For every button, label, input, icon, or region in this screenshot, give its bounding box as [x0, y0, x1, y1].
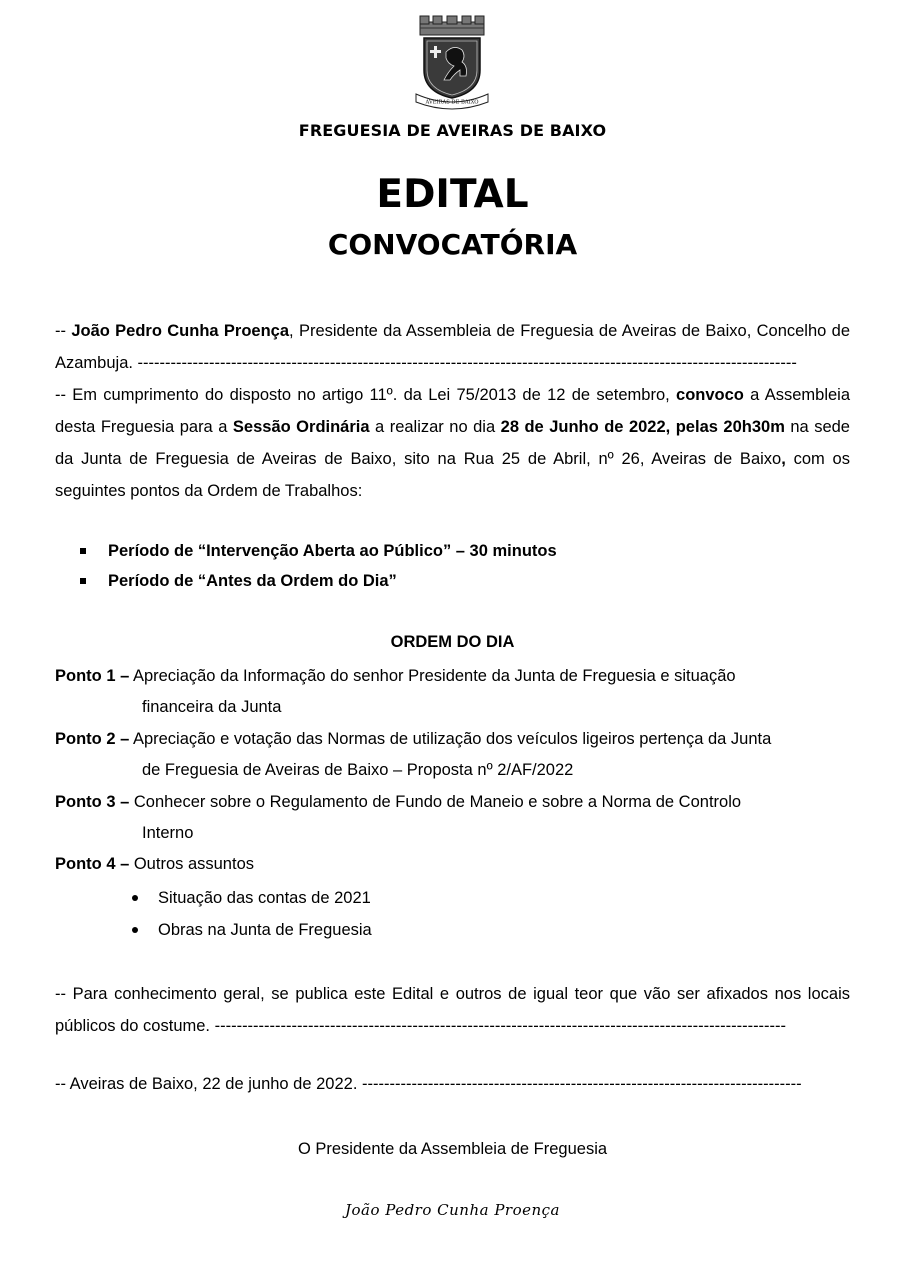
document-title: EDITAL [376, 172, 529, 217]
president-name: João Pedro Cunha Proença [71, 322, 290, 340]
agenda-item-1: Ponto 1 – Apreciação da Informação do senhor Presidente da Junta de Freguesia e situação financeira da Junta [55, 667, 736, 716]
signature: João Pedro Cunha Proença [345, 1201, 560, 1219]
agenda-item-3: Ponto 3 – Conhecer sobre o Regulamento de Fundo de Maneio e sobre a Norma de Controlo Interno [55, 793, 742, 842]
list-item: Obras na Junta de Freguesia [132, 914, 372, 946]
intro-paragraph: -- João Pedro Cunha Proença, Presidente da Assembleia de Freguesia de Aveiras de Baixo, Concelho de Azambuja. ------------------------------------------------------------------------------------------------------------------------ [55, 322, 851, 372]
list-item: Situação das contas de 2021 [132, 882, 372, 914]
closing-paragraph: -- Para conhecimento geral, se publica este Edital e outros de igual teor que vão ser afixados nos locais públicos do costume. -------------------------------------------------------------------------------------------------------- [55, 985, 850, 1035]
agenda-title: ORDEM DO DIA [390, 633, 515, 651]
agenda-item-4: Ponto 4 – Outros assuntos [55, 855, 254, 873]
signatory-role: O Presidente da Assembleia de Freguesia [297, 1140, 608, 1158]
document-subtitle: CONVOCATÓRIA [327, 228, 578, 261]
agenda-subitems [132, 882, 372, 946]
square-bullet-icon [80, 578, 86, 584]
bullet-dot-icon [132, 895, 138, 901]
organization-name: FREGUESIA DE AVEIRAS DE BAIXO [298, 121, 607, 140]
mural-crown-icon [420, 16, 484, 35]
bullet-dot-icon [132, 927, 138, 933]
list-item: Período de “Antes da Ordem do Dia” [80, 566, 557, 596]
dash-fill: -------------------------------------------------------------------------------- [362, 1075, 802, 1093]
agenda-item-2: Ponto 2 – Apreciação e votação das Normas de utilização dos veículos ligeiros pertença da Junta de Freguesia de Aveiras de Baixo – Proposta nº 2/AF/2022 [55, 730, 772, 779]
dash-fill: ------------------------------------------------------------------------------------------------------------------------ [137, 354, 797, 372]
dash-fill: -------------------------------------------------------------------------------------------------------- [214, 1017, 787, 1035]
date-line: -- Aveiras de Baixo, 22 de junho de 2022. -------------------------------------------------------------------------------- [55, 1075, 802, 1093]
convocation-paragraph: -- Em cumprimento do disposto no artigo 11º. da Lei 75/2013 de 12 de setembro, convoco a Assembleia desta Freguesia para a Sessão Ordinária a realizar no dia 28 de Junho de 2022, pelas 20h30m na sede da Junta de Freguesia de Aveiras de Baixo, sito na Rua 25 de Abril, nº 26, Aveiras de Baixo, com os seguintes pontos da Ordem de Trabalhos: [55, 386, 850, 500]
list-item: Período de “Intervenção Aberta ao Público” – 30 minutos [80, 536, 557, 566]
svg-text:AVEIRAS DE BAIXO: AVEIRAS DE BAIXO [425, 99, 479, 106]
session-datetime: 28 de Junho de 2022, pelas 20h30m [500, 418, 785, 436]
parish-crest-logo [410, 14, 494, 110]
square-bullet-icon [80, 548, 86, 554]
periods-list [80, 536, 557, 596]
